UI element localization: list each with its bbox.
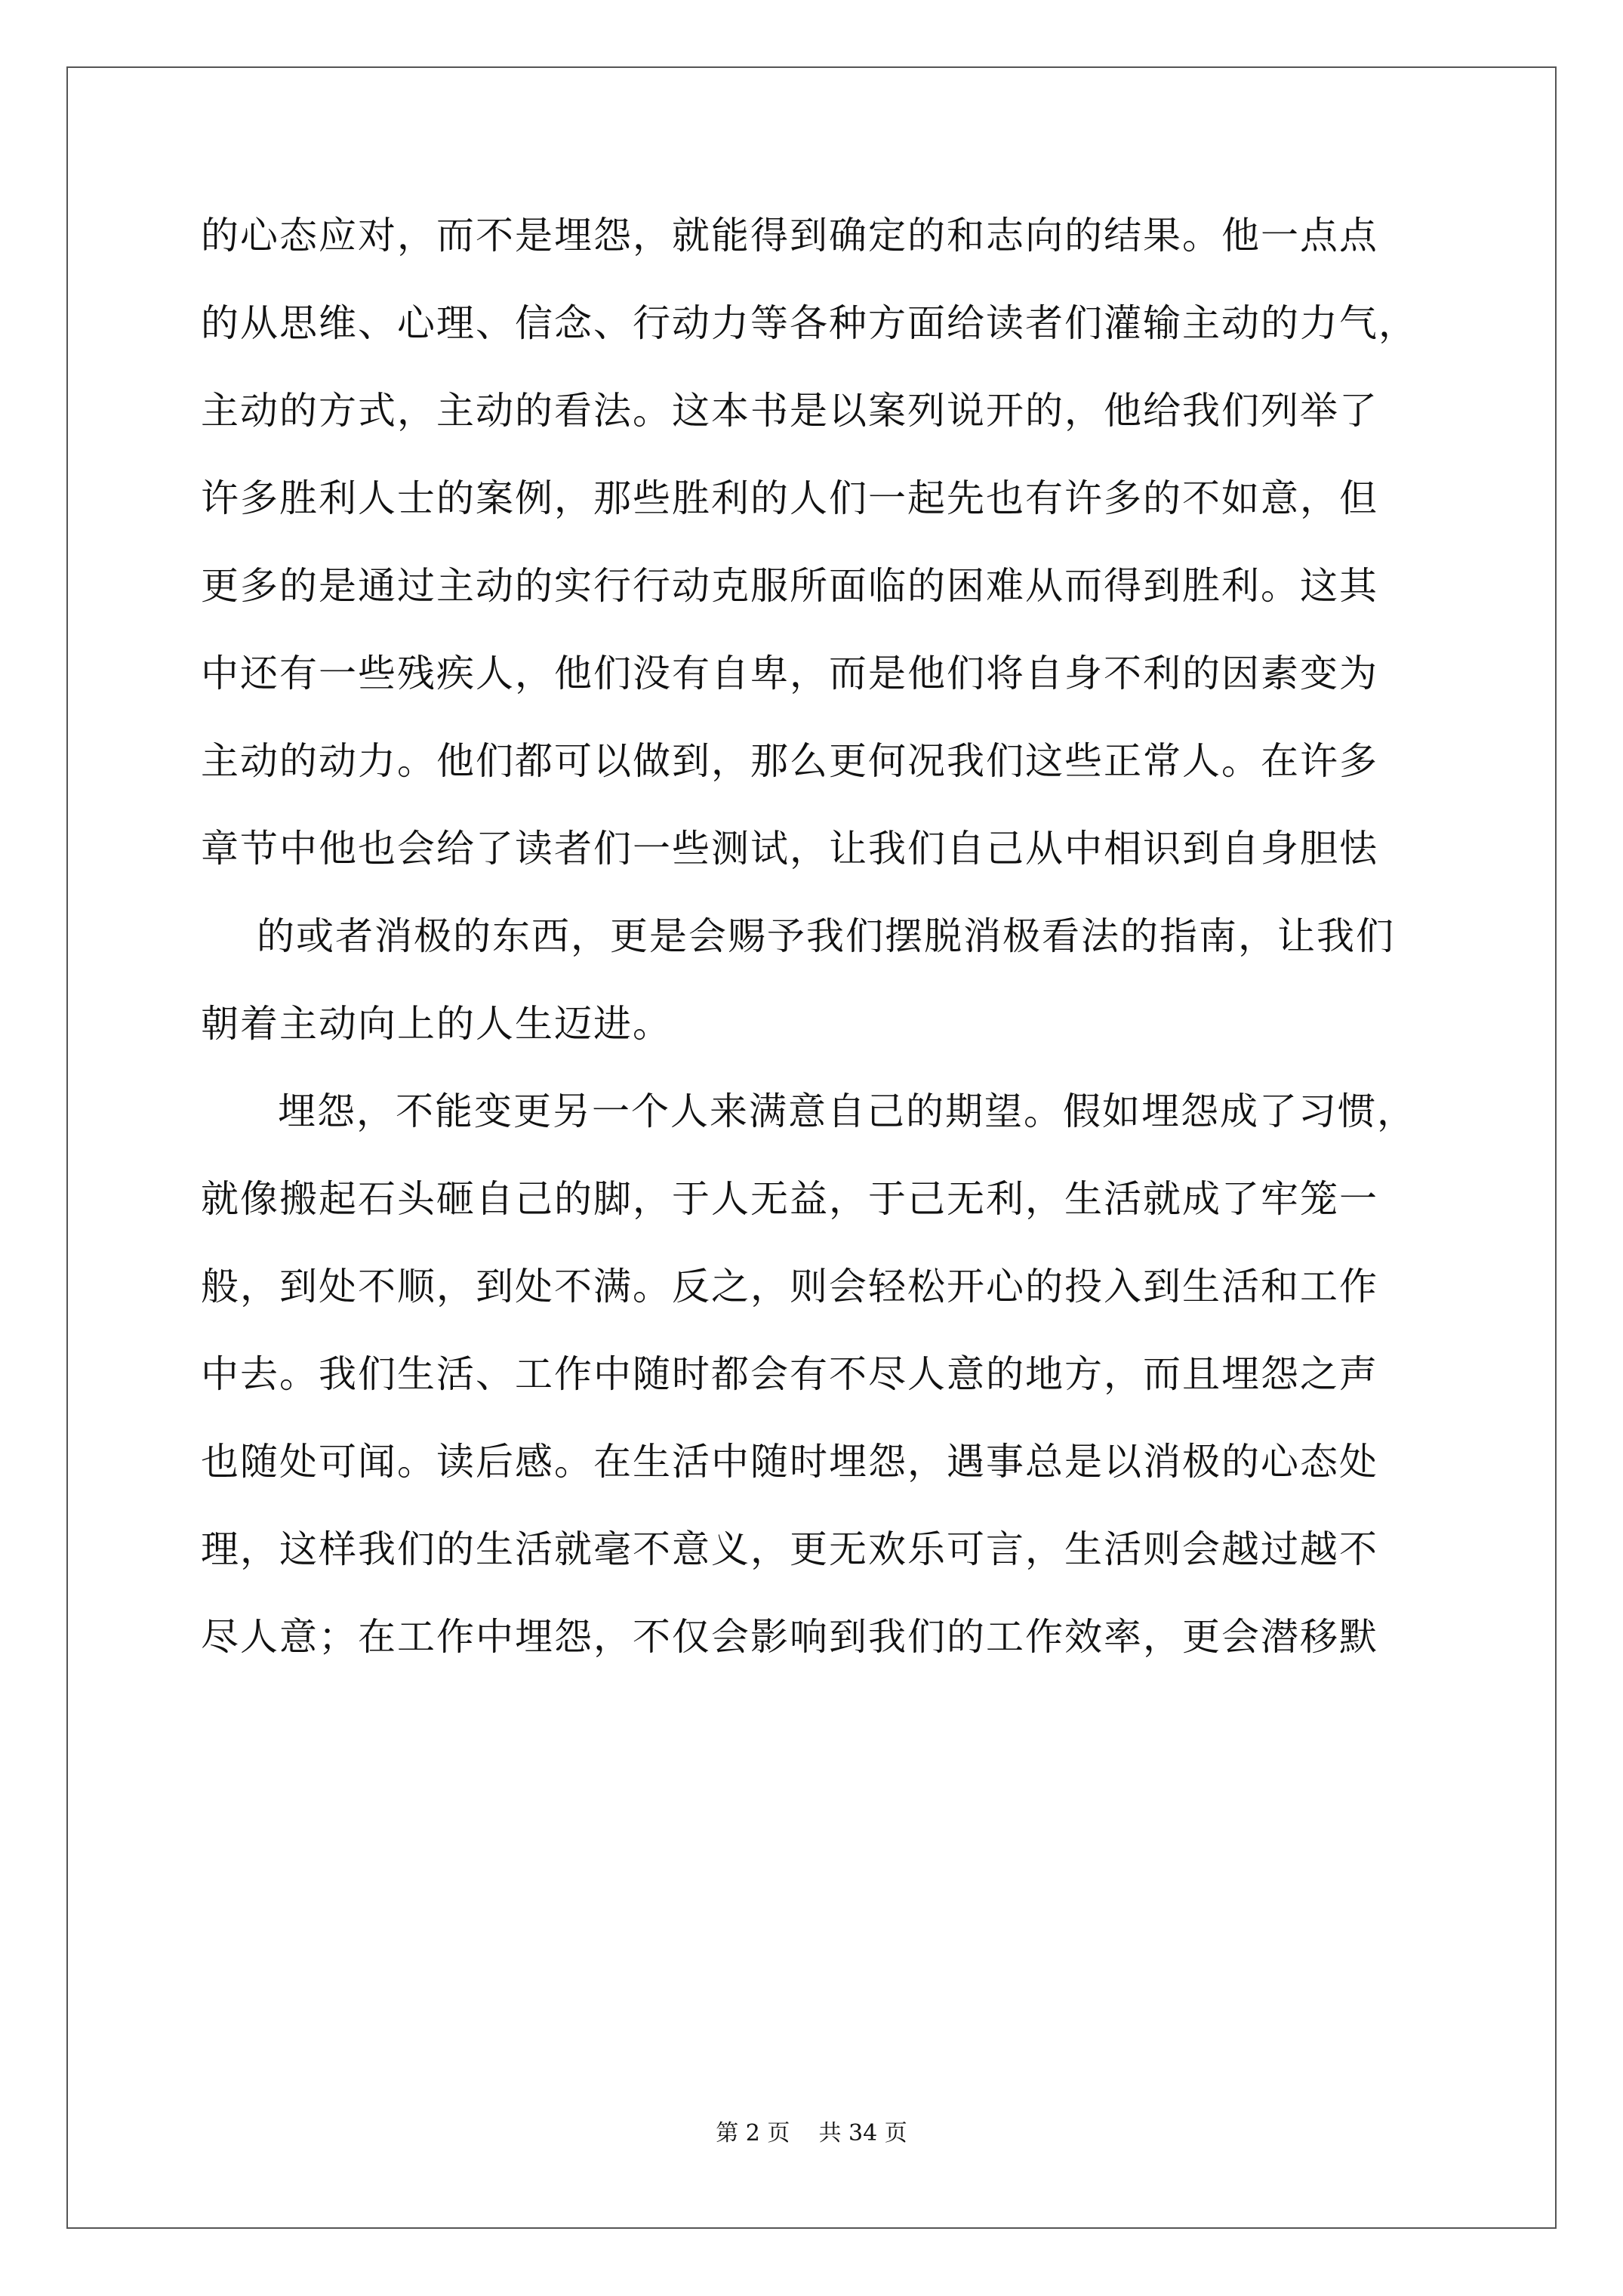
- text-line: 的从思维、心理、信念、行动力等各种方面给读者们灌输主动的力气，: [201, 301, 1418, 345]
- text-line: 尽人意；在工作中埋怨，不仅会影响到我们的工作效率，更会潜移默: [201, 1615, 1378, 1659]
- text-line: 中去。我们生活、工作中随时都会有不尽人意的地方，而且埋怨之声: [201, 1352, 1378, 1396]
- text-line: 主动的动力。他们都可以做到，那么更何况我们这些正常人。在许多: [201, 739, 1378, 783]
- text-line: 般，到处不顺，到处不满。反之，则会轻松开心的投入到生活和工作: [201, 1265, 1378, 1308]
- text-line: 更多的是通过主动的实行行动克服所面临的困难从而得到胜利。这其: [201, 564, 1378, 608]
- text-line: 的或者消极的东西，更是会赐予我们摆脱消极看法的指南，让我们: [257, 914, 1395, 958]
- text-line: 理，这样我们的生活就毫不意义，更无欢乐可言，生活则会越过越不: [201, 1527, 1378, 1571]
- text-line: 许多胜利人士的案例，那些胜利的人们一起先也有许多的不如意，但: [201, 476, 1378, 520]
- page-number-footer: 第 2 页 共 34 页: [716, 2120, 907, 2147]
- text-line: 的心态应对，而不是埋怨，就能得到确定的和志向的结果。他一点点: [201, 214, 1378, 257]
- text-line: 章节中他也会给了读者们一些测试，让我们自己从中相识到自身胆怯: [201, 827, 1378, 871]
- paragraph-start-line: 埋怨，不能变更另一个人来满意自己的期望。假如埋怨成了习惯，: [278, 1089, 1416, 1133]
- text-line: 中还有一些残疾人，他们没有自卑，而是他们将自身不利的因素变为: [201, 652, 1378, 695]
- text-line: 也随处可闻。读后感。在生活中随时埋怨，遇事总是以消极的心态处: [201, 1440, 1378, 1484]
- text-line: 就像搬起石头砸自己的脚，于人无益，于己无利，生活就成了牢笼一: [201, 1177, 1378, 1221]
- text-line: 朝着主动向上的人生迈进。: [201, 1002, 672, 1046]
- text-line: 主动的方式，主动的看法。这本书是以案列说开的，他给我们列举了: [201, 389, 1378, 433]
